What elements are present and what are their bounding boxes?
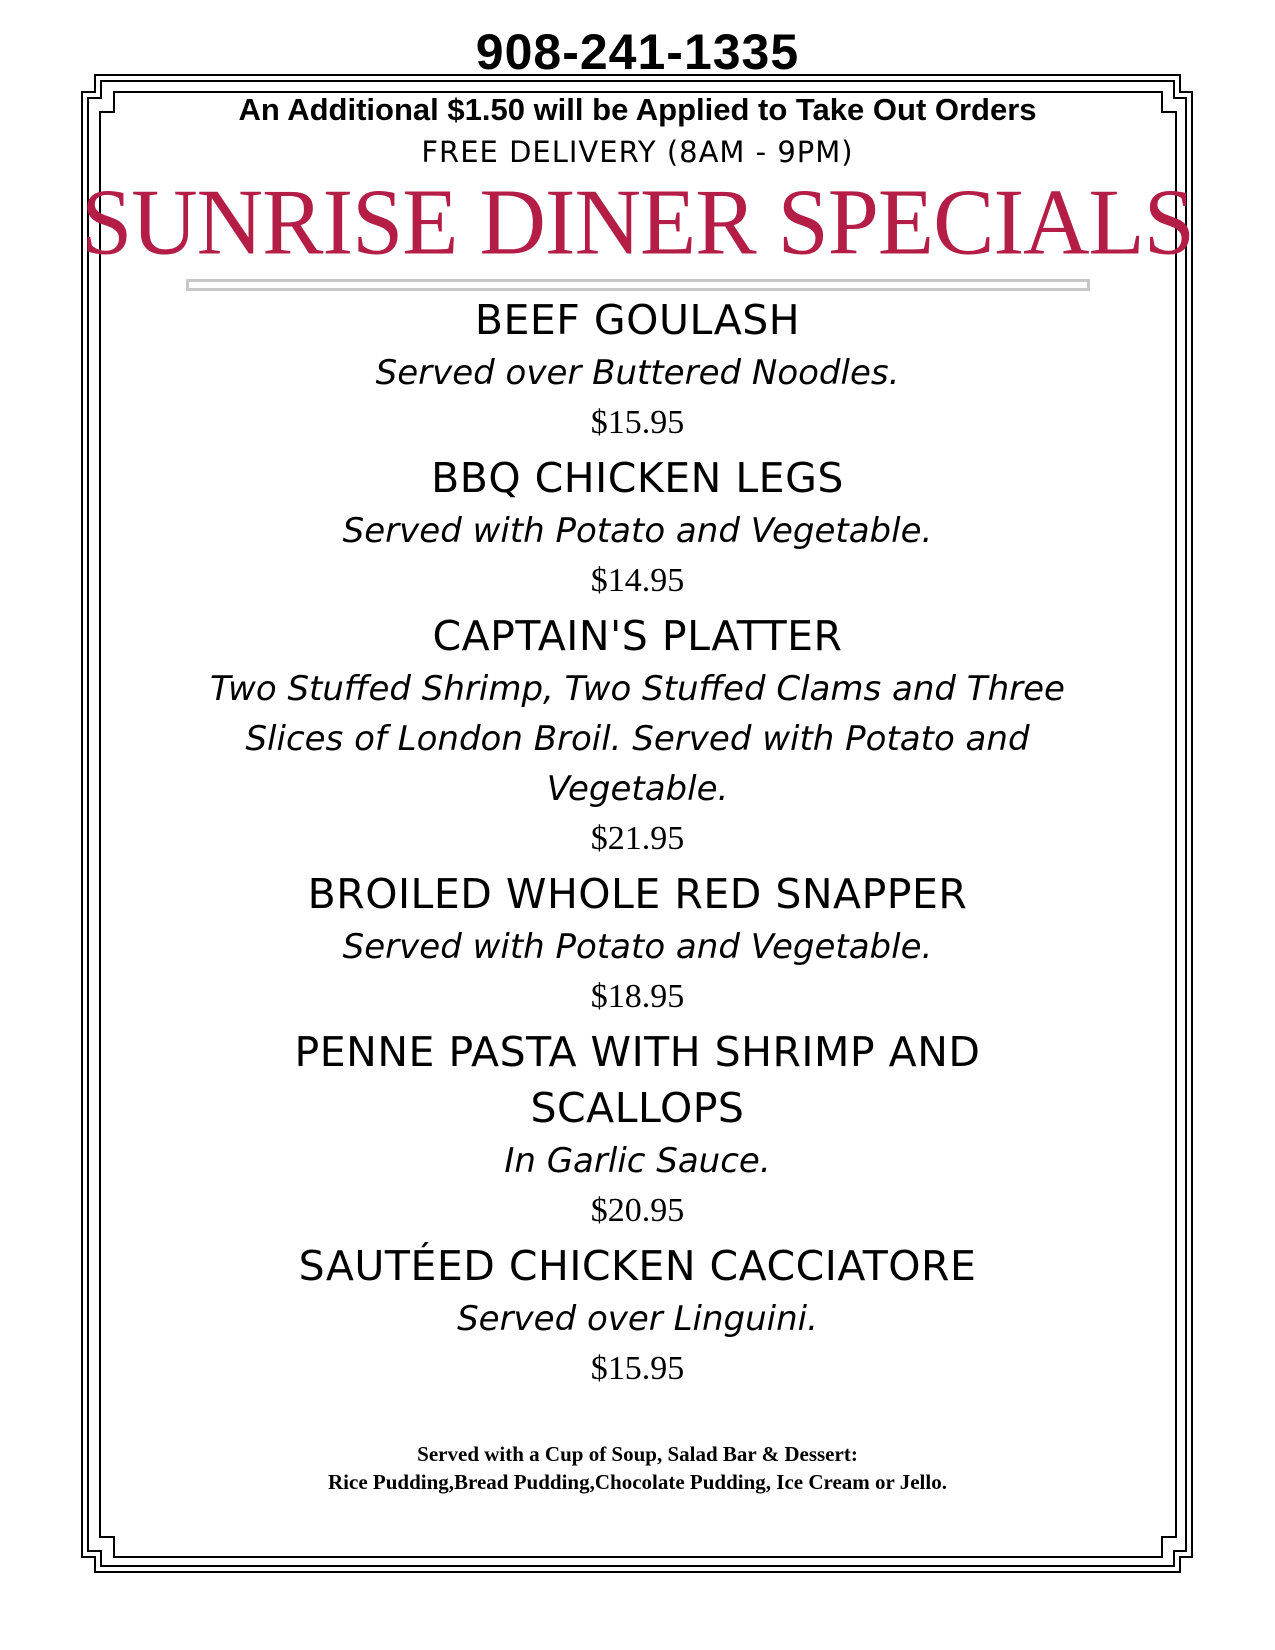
special-description: Two Stuffed Shrimp, Two Stuffed Clams and Three Slices of London Broil. Served with Potato and Vegetable. — [210, 669, 1065, 809]
special-name: BEEF GOULASH — [474, 296, 801, 344]
special-price: $20.95 — [590, 1192, 685, 1229]
specials-list — [200, 292, 1075, 1394]
included-line-1: Served with a Cup of Soup, Salad Bar & Dessert: — [417, 1442, 858, 1466]
included-line-2: Rice Pudding,Bread Pudding,Chocolate Pudding, Ice Cream or Jello. — [328, 1470, 947, 1494]
special-description: Served with Potato and Vegetable. — [342, 511, 933, 551]
special-description: Served over Linguini. — [457, 1299, 818, 1339]
special-item — [200, 1024, 1075, 1236]
takeout-notice: An Additional $1.50 will be Applied to Take Out Orders — [238, 92, 1037, 127]
special-item — [200, 1238, 1075, 1394]
title-divider — [186, 279, 1090, 291]
special-item — [200, 608, 1075, 864]
included-sides-note — [0, 1440, 1275, 1496]
special-name: CAPTAIN'S PLATTER — [432, 612, 843, 660]
delivery-hours: FREE DELIVERY (8AM - 9PM) — [421, 135, 854, 169]
special-price: $15.95 — [590, 404, 685, 441]
special-price: $14.95 — [590, 562, 685, 599]
special-description: In Garlic Sauce. — [504, 1141, 771, 1181]
special-name: BBQ CHICKEN LEGS — [431, 454, 844, 502]
special-name: SAUTÉED CHICKEN CACCIATORE — [298, 1242, 977, 1290]
special-description: Served over Buttered Noodles. — [375, 353, 900, 393]
special-price: $15.95 — [590, 1350, 685, 1387]
special-price: $18.95 — [590, 978, 685, 1015]
special-item — [200, 866, 1075, 1022]
special-item — [200, 450, 1075, 606]
special-name: BROILED WHOLE RED SNAPPER — [307, 870, 968, 918]
page-title: SUNRISE DINER SPECIALS — [81, 169, 1194, 275]
phone-number: 908-241-1335 — [475, 24, 800, 80]
special-description: Served with Potato and Vegetable. — [342, 927, 933, 967]
special-name: PENNE PASTA WITH SHRIMP AND SCALLOPS — [294, 1028, 981, 1132]
special-price: $21.95 — [590, 820, 685, 857]
special-item — [200, 292, 1075, 448]
